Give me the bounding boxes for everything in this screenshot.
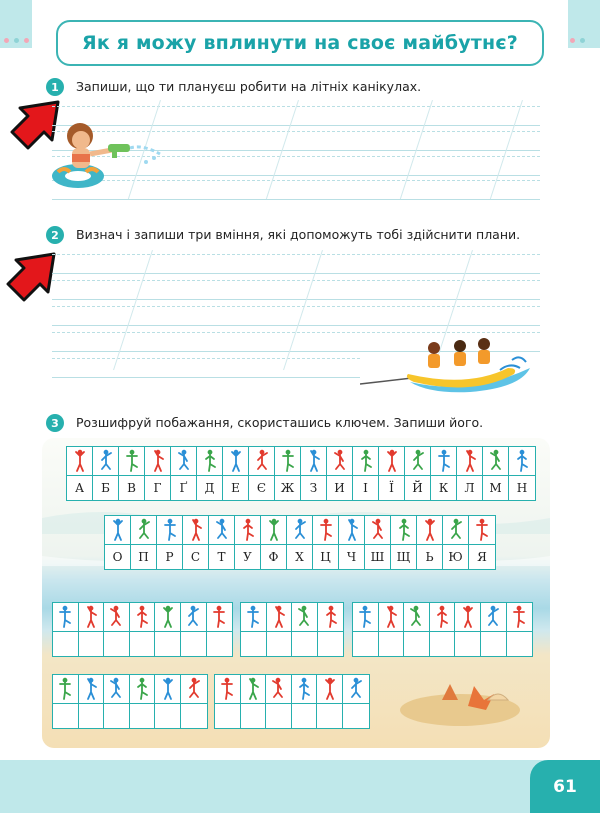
stick-figure-icon	[307, 449, 321, 473]
cipher-key-letter: Є	[256, 481, 267, 495]
task-1-number: 1	[46, 78, 64, 96]
page-number: 61	[530, 760, 600, 813]
answer-letter-blank[interactable]	[130, 632, 155, 656]
answer-letter-blank[interactable]	[241, 704, 266, 728]
cipher-key-row-2	[104, 515, 496, 570]
answer-letter-blank[interactable]	[481, 632, 506, 656]
answer-letter-blank[interactable]	[267, 632, 292, 656]
stick-figure-icon	[272, 605, 286, 629]
cipher-word-5[interactable]	[214, 674, 370, 729]
answer-letter-blank[interactable]	[53, 632, 78, 656]
answer-letter-blank[interactable]	[130, 704, 155, 728]
stick-figure-icon	[409, 605, 423, 629]
cipher-word-cell[interactable]	[155, 603, 181, 656]
cipher-key-letter: Я	[477, 550, 487, 564]
stick-figure-icon	[319, 518, 333, 542]
stick-figure-icon	[293, 518, 307, 542]
stick-figure-icon	[323, 677, 337, 701]
page-title-box	[56, 20, 544, 66]
cipher-key-letter: В	[127, 481, 136, 495]
stick-figure-icon	[385, 449, 399, 473]
cipher-word-cell[interactable]	[53, 603, 79, 656]
answer-letter-blank[interactable]	[155, 632, 180, 656]
cipher-key-letter: Ф	[268, 550, 279, 564]
stick-figure-icon	[271, 677, 285, 701]
stick-figure-icon	[229, 449, 243, 473]
cipher-word-cell[interactable]	[266, 675, 292, 728]
cipher-key-letter: Щ	[396, 550, 411, 564]
cipher-word-cell[interactable]	[79, 603, 105, 656]
stick-figure-icon	[384, 605, 398, 629]
cipher-key-cell	[119, 447, 145, 500]
cipher-key-cell	[157, 516, 183, 569]
stick-figure-icon	[241, 518, 255, 542]
cipher-key-letter: Ю	[448, 550, 463, 564]
cipher-key-cell	[483, 447, 509, 500]
stick-figure-icon	[137, 518, 151, 542]
cipher-key-letter: Н	[516, 481, 528, 495]
stick-figure-icon	[135, 677, 149, 701]
answer-letter-blank[interactable]	[155, 704, 180, 728]
cipher-key-letter: З	[309, 481, 318, 495]
cipher-word-cell[interactable]	[104, 603, 130, 656]
cipher-word-cell[interactable]	[404, 603, 430, 656]
cipher-key-cell	[197, 447, 223, 500]
cipher-key-letter: С	[190, 550, 201, 564]
stick-figure-icon	[463, 449, 477, 473]
stick-figure-icon	[212, 605, 226, 629]
cipher-key-letter: Г	[153, 481, 162, 495]
task-3-number: 3	[46, 414, 64, 432]
answer-letter-blank[interactable]	[430, 632, 455, 656]
cipher-key-cell	[171, 447, 197, 500]
cipher-key-letter: Б	[101, 481, 110, 495]
answer-letter-blank[interactable]	[215, 704, 240, 728]
stick-figure-icon	[177, 449, 191, 473]
cipher-key-letter: А	[74, 481, 85, 495]
answer-letter-blank[interactable]	[181, 632, 206, 656]
cipher-key-letter: Ш	[370, 550, 385, 564]
cipher-key-letter: Е	[231, 481, 240, 495]
cipher-word-1[interactable]	[52, 602, 233, 657]
cipher-key-cell	[105, 516, 131, 569]
cipher-key-cell	[457, 447, 483, 500]
stick-figure-icon	[99, 449, 113, 473]
answer-letter-blank[interactable]	[292, 704, 317, 728]
cipher-key-cell	[145, 447, 171, 500]
stick-figure-icon	[437, 449, 451, 473]
cipher-key-letter: Ї	[389, 481, 394, 495]
cipher-key-letter: М	[489, 481, 502, 495]
cipher-key-letter: Л	[464, 481, 475, 495]
stick-figure-icon	[449, 518, 463, 542]
stick-figure-icon	[267, 518, 281, 542]
stick-figure-icon	[345, 518, 359, 542]
stick-figure-icon	[109, 677, 123, 701]
cipher-key-cell	[417, 516, 443, 569]
cipher-key-letter: І	[363, 481, 368, 495]
cipher-key-letter: Р	[165, 550, 174, 564]
answer-letter-blank[interactable]	[318, 632, 344, 656]
answer-letter-blank[interactable]	[379, 632, 404, 656]
answer-letter-blank[interactable]	[317, 704, 342, 728]
answer-letter-blank[interactable]	[455, 632, 480, 656]
cipher-key-cell	[391, 516, 417, 569]
cipher-key-cell	[339, 516, 365, 569]
cipher-key-cell	[353, 447, 379, 500]
cipher-word-2[interactable]	[240, 602, 344, 657]
cipher-key-letter: Ґ	[179, 481, 188, 495]
cipher-word-cell[interactable]	[215, 675, 241, 728]
cipher-key-cell	[131, 516, 157, 569]
bottom-decor-band	[0, 760, 600, 813]
stick-figure-icon	[255, 449, 269, 473]
stick-figure-icon	[489, 449, 503, 473]
cipher-word-cell[interactable]	[353, 603, 379, 656]
answer-letter-blank[interactable]	[181, 704, 207, 728]
cipher-word-cell[interactable]	[292, 603, 318, 656]
cipher-word-cell[interactable]	[455, 603, 481, 656]
cipher-key-letter: И	[334, 481, 345, 495]
cipher-key-letter: Ц	[320, 550, 331, 564]
stick-figure-icon	[186, 605, 200, 629]
cipher-word-cell[interactable]	[267, 603, 293, 656]
stick-figure-icon	[324, 605, 338, 629]
stick-figure-icon	[297, 605, 311, 629]
stick-figure-icon	[461, 605, 475, 629]
stick-figure-icon	[125, 449, 139, 473]
stick-figure-icon	[109, 605, 123, 629]
stick-figure-icon	[58, 605, 72, 629]
cipher-key-letter: Т	[217, 550, 226, 564]
cipher-key-cell	[275, 447, 301, 500]
answer-letter-blank[interactable]	[53, 704, 78, 728]
stick-figure-icon	[297, 677, 311, 701]
cipher-key-letter: П	[138, 550, 149, 564]
cipher-key-cell	[301, 447, 327, 500]
stick-figure-icon	[73, 449, 87, 473]
cipher-word-cell[interactable]	[241, 675, 267, 728]
cipher-word-cell[interactable]	[481, 603, 507, 656]
stick-figure-icon	[84, 677, 98, 701]
answer-letter-blank[interactable]	[207, 632, 233, 656]
cipher-key-cell	[261, 516, 287, 569]
stick-figure-icon	[349, 677, 363, 701]
red-arrow-icon	[0, 244, 60, 306]
stick-figure-icon	[161, 677, 175, 701]
answer-letter-blank[interactable]	[292, 632, 317, 656]
cipher-key-letter: К	[438, 481, 449, 495]
stick-figure-icon	[475, 518, 489, 542]
cipher-word-cell[interactable]	[343, 675, 369, 728]
cipher-key-row-1	[66, 446, 536, 501]
cipher-key-cell	[223, 447, 249, 500]
stick-figure-icon	[435, 605, 449, 629]
stick-figure-icon	[135, 605, 149, 629]
cipher-word-cell[interactable]	[53, 675, 79, 728]
cipher-word-3[interactable]	[352, 602, 533, 657]
cipher-word-cell[interactable]	[292, 675, 318, 728]
cipher-key-cell	[313, 516, 339, 569]
cipher-key-cell	[443, 516, 469, 569]
task-3-text: Розшифруй побажання, скористашись ключем. Запиши його.	[76, 415, 484, 430]
cipher-word-cell[interactable]	[79, 675, 105, 728]
cipher-word-cell[interactable]	[104, 675, 130, 728]
stick-figure-icon	[281, 449, 295, 473]
answer-letter-blank[interactable]	[241, 632, 266, 656]
stick-figure-icon	[371, 518, 385, 542]
cipher-word-cell[interactable]	[155, 675, 181, 728]
stick-figure-icon	[246, 605, 260, 629]
cipher-word-cell[interactable]	[241, 603, 267, 656]
answer-letter-blank[interactable]	[79, 704, 104, 728]
cipher-key-cell	[249, 447, 275, 500]
cipher-word-cell[interactable]	[318, 603, 344, 656]
cipher-word-cell[interactable]	[181, 603, 207, 656]
answer-letter-blank[interactable]	[404, 632, 429, 656]
stick-figure-icon	[246, 677, 260, 701]
stick-figure-icon	[111, 518, 125, 542]
cipher-key-cell	[93, 447, 119, 500]
cipher-word-cell[interactable]	[379, 603, 405, 656]
stick-figure-icon	[151, 449, 165, 473]
stick-figure-icon	[423, 518, 437, 542]
stick-figure-icon	[486, 605, 500, 629]
cipher-key-letter: О	[112, 550, 123, 564]
cipher-key-cell	[287, 516, 313, 569]
cipher-word-4[interactable]	[52, 674, 208, 729]
task-2-number: 2	[46, 226, 64, 244]
cipher-word-cell[interactable]	[507, 603, 533, 656]
cipher-key-letter: Ь	[425, 550, 434, 564]
cipher-key-letter: У	[243, 550, 252, 564]
cipher-key-cell	[235, 516, 261, 569]
stick-figure-icon	[397, 518, 411, 542]
answer-letter-blank[interactable]	[343, 704, 369, 728]
stick-figure-icon	[358, 605, 372, 629]
stick-figure-icon	[58, 677, 72, 701]
cipher-key-cell	[365, 516, 391, 569]
girl-water-gun-illustration	[50, 118, 165, 198]
cipher-key-letter: Ч	[346, 550, 357, 564]
cipher-key-letter: Ж	[280, 481, 295, 495]
answer-letter-blank[interactable]	[266, 704, 291, 728]
answer-letter-blank[interactable]	[79, 632, 104, 656]
answer-letter-blank[interactable]	[507, 632, 533, 656]
stick-figure-icon	[163, 518, 177, 542]
cipher-key-cell	[209, 516, 235, 569]
page-title: Як я можу вплинути на своє майбутнє?	[82, 32, 518, 54]
cipher-word-cell[interactable]	[430, 603, 456, 656]
stick-figure-icon	[411, 449, 425, 473]
stick-figure-icon	[359, 449, 373, 473]
stick-figure-icon	[189, 518, 203, 542]
cipher-key-cell	[405, 447, 431, 500]
cipher-key-cell	[431, 447, 457, 500]
cipher-word-cell[interactable]	[181, 675, 207, 728]
answer-letter-blank[interactable]	[104, 704, 129, 728]
answer-letter-blank[interactable]	[104, 632, 129, 656]
stick-figure-icon	[203, 449, 217, 473]
stick-figure-icon	[215, 518, 229, 542]
stick-figure-icon	[333, 449, 347, 473]
cipher-key-letter: Д	[204, 481, 215, 495]
answer-letter-blank[interactable]	[353, 632, 378, 656]
cipher-word-cell[interactable]	[207, 603, 233, 656]
stick-figure-icon	[220, 677, 234, 701]
cipher-key-cell	[327, 447, 353, 500]
stick-figure-icon	[161, 605, 175, 629]
task-1-text: Запиши, що ти плануєш робити на літніх канікулах.	[76, 79, 422, 94]
stick-figure-icon	[515, 449, 529, 473]
cipher-key-cell	[183, 516, 209, 569]
stick-figure-icon	[84, 605, 98, 629]
cipher-key-cell	[469, 516, 495, 569]
banana-boat-illustration	[360, 330, 530, 400]
cipher-key-cell	[379, 447, 405, 500]
stick-figure-icon	[512, 605, 526, 629]
cipher-word-cell[interactable]	[317, 675, 343, 728]
cipher-key-letter: Х	[295, 550, 304, 564]
cipher-key-cell	[509, 447, 535, 500]
cipher-word-cell[interactable]	[130, 675, 156, 728]
task-2-text: Визнач і запиши три вміння, які допоможуть тобі здійснити плани.	[76, 227, 521, 242]
stick-figure-icon	[187, 677, 201, 701]
cipher-word-cell[interactable]	[130, 603, 156, 656]
cipher-key-cell	[67, 447, 93, 500]
cipher-key-letter: Й	[412, 481, 423, 495]
